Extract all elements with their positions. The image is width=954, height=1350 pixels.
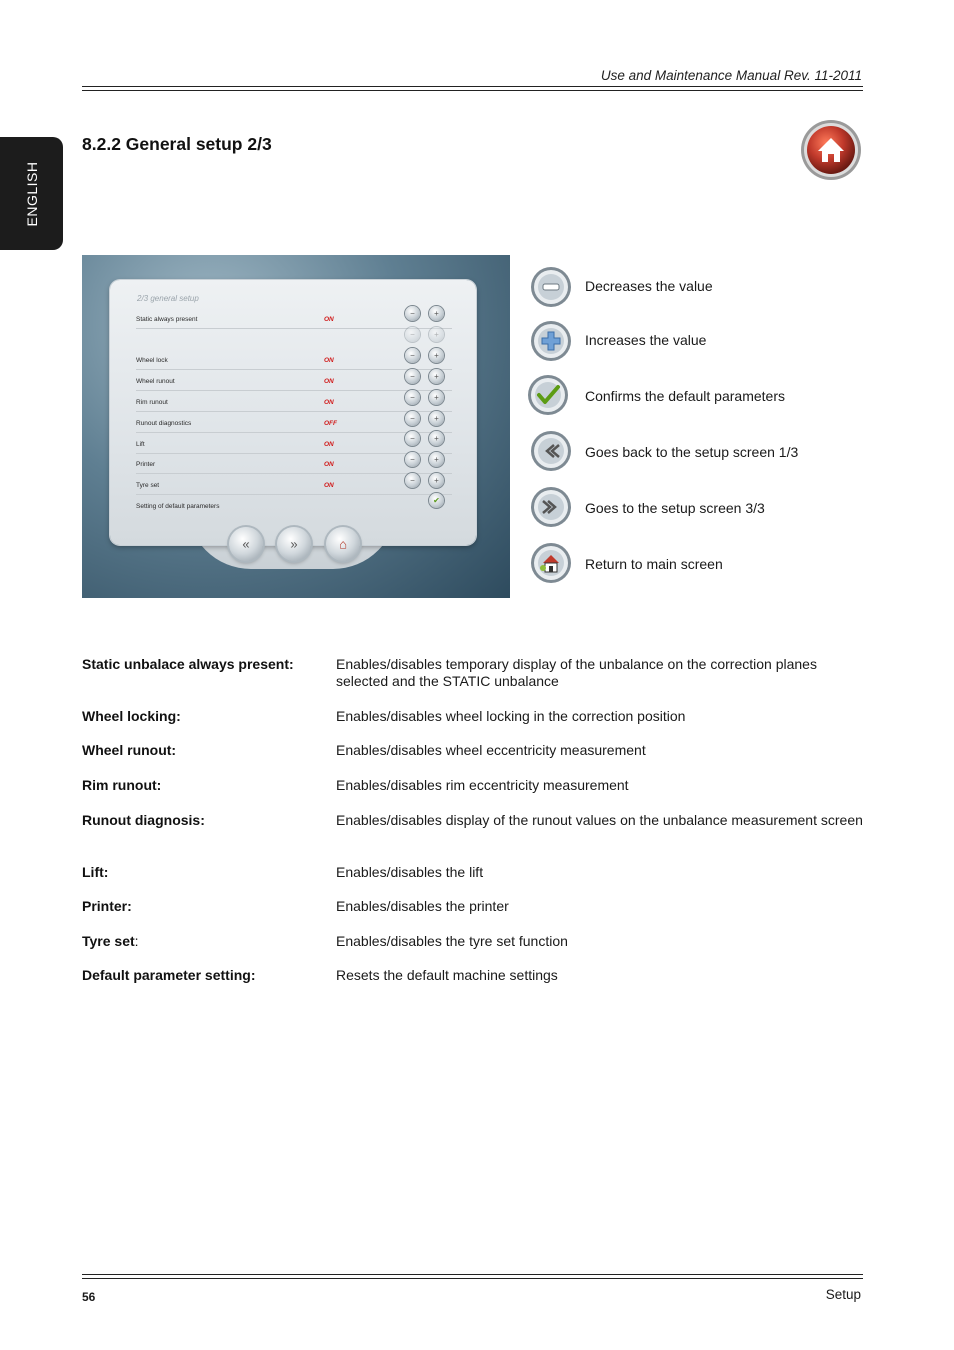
minus-button[interactable]: − (405, 452, 420, 467)
row-value: ON (324, 378, 334, 385)
row-value: ON (324, 316, 334, 323)
row-label: Static always present (136, 316, 198, 323)
plus-button[interactable]: + (429, 411, 444, 426)
definition-term: Static unbalace always present: (82, 656, 294, 672)
definition-term: Rim runout: (82, 777, 162, 793)
definition-desc: Enables/disables display of the runout values on the unbalance measurement screen (336, 812, 863, 828)
definition-term: Wheel locking: (82, 708, 181, 724)
back-button[interactable]: « (229, 527, 263, 561)
row-label: Printer (136, 461, 156, 468)
minus-button[interactable]: − (405, 431, 420, 446)
back-arrows-icon (530, 430, 572, 472)
check-icon (527, 374, 569, 416)
setup-screen-image (82, 255, 510, 598)
legend-minus-text: Decreases the value (585, 278, 713, 294)
forward-arrows-icon (530, 486, 572, 528)
language-tab (0, 137, 63, 250)
minus-button[interactable]: − (405, 327, 420, 342)
footer-section-name: Setup (825, 1287, 861, 1302)
row-label: Lift (136, 441, 145, 448)
legend-forward-text: Goes to the setup screen 3/3 (585, 500, 765, 516)
minus-icon (530, 266, 572, 308)
plus-button[interactable]: + (429, 369, 444, 384)
definition-term: Printer: (82, 898, 132, 914)
minus-button[interactable]: − (405, 369, 420, 384)
screen-title: 2/3 general setup (137, 294, 199, 303)
header-rule-thin (82, 90, 863, 91)
plus-button[interactable]: + (429, 431, 444, 446)
definition-term: Wheel runout: (82, 742, 177, 758)
minus-button[interactable]: − (405, 306, 420, 321)
plus-button[interactable]: + (429, 473, 444, 488)
row-label: Runout diagnostics (136, 420, 192, 427)
legend-plus-text: Increases the value (585, 332, 707, 348)
section-title: 8.2.2 General setup 2/3 (82, 134, 272, 154)
legend-check-text: Confirms the default parameters (585, 388, 785, 404)
definition-desc: Enables/disables the lift (336, 864, 484, 880)
plus-button[interactable]: + (429, 306, 444, 321)
confirm-button[interactable]: ✔ (429, 493, 444, 508)
screen-row (136, 499, 452, 515)
row-value: ON (324, 357, 334, 364)
definition-term: Default parameter setting: (82, 967, 256, 983)
row-value: ON (324, 441, 334, 448)
header-rule (82, 86, 863, 87)
plus-button[interactable]: + (429, 452, 444, 467)
row-label: Wheel runout (136, 378, 175, 385)
forward-button[interactable]: » (277, 527, 311, 561)
row-label: Rim runout (136, 399, 168, 406)
definition-term: Lift: (82, 864, 109, 880)
definition-term: Runout diagnosis: (82, 812, 205, 828)
row-value: OFF (324, 420, 337, 427)
definition-desc: Enables/disables the printer (336, 898, 509, 914)
language-label: ENGLISH (23, 161, 40, 226)
row-label: Setting of default parameters (136, 503, 220, 510)
definition-term: Tyre set: (82, 933, 139, 949)
row-value: ON (324, 461, 334, 468)
definition-desc: Resets the default machine settings (336, 967, 558, 983)
row-label: Tyre set (136, 482, 160, 489)
plus-button[interactable]: + (429, 390, 444, 405)
definition-desc: Enables/disables the tyre set function (336, 933, 568, 949)
manual-title: Use and Maintenance Manual Rev. 11-2011 (600, 68, 862, 83)
minus-button[interactable]: − (405, 348, 420, 363)
home-icon (800, 119, 862, 181)
minus-button[interactable]: − (405, 411, 420, 426)
row-value: ON (324, 482, 334, 489)
plus-icon (530, 320, 572, 362)
footer-rule (82, 1274, 863, 1275)
plus-button[interactable]: + (429, 327, 444, 342)
definition-desc: Enables/disables wheel eccentricity measurement (336, 742, 646, 758)
footer-rule-thin (82, 1278, 863, 1279)
definition-desc: Enables/disables temporary display of the unbalance on the correction planes selected and the STATIC unbalance (336, 656, 817, 689)
legend-back-text: Goes back to the setup screen 1/3 (585, 444, 799, 460)
row-label: Wheel lock (136, 357, 168, 364)
definition-desc: Enables/disables wheel locking in the correction position (336, 708, 686, 724)
row-value: ON (324, 399, 334, 406)
home-button[interactable]: ⌂ (326, 527, 360, 561)
home-icon (530, 542, 572, 584)
legend-home-text: Return to main screen (585, 556, 723, 572)
minus-button[interactable]: − (405, 473, 420, 488)
plus-button[interactable]: + (429, 348, 444, 363)
page-number: 56 (82, 1290, 96, 1304)
definition-desc: Enables/disables rim eccentricity measurement (336, 777, 629, 793)
minus-button[interactable]: − (405, 390, 420, 405)
